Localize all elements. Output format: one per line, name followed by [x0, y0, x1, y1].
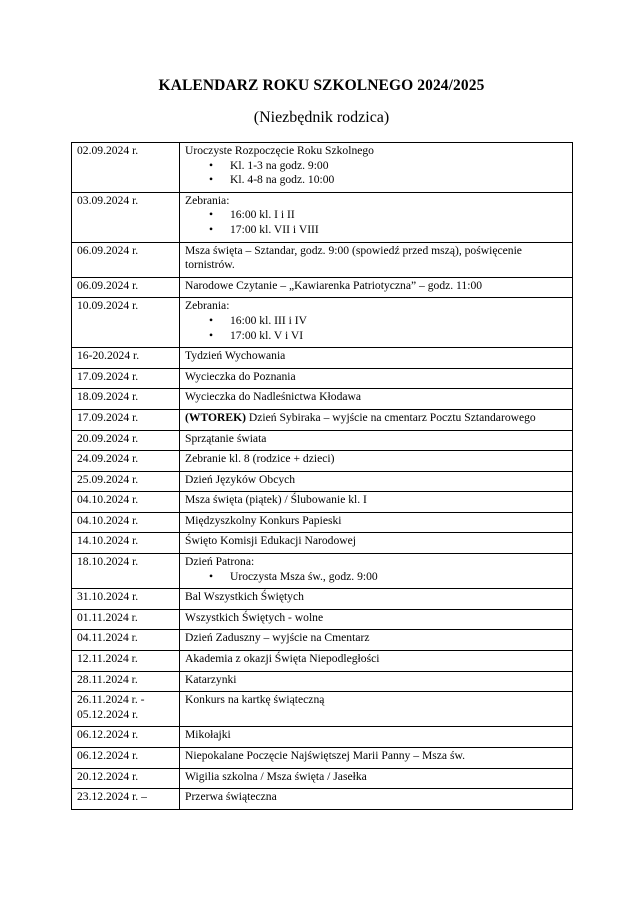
table-row [72, 298, 573, 348]
event-date: 20.09.2024 r. [72, 430, 180, 451]
event-text: Zebrania: [185, 299, 230, 313]
event-description [185, 555, 567, 570]
event-description [185, 473, 567, 488]
event-text: Wigilia szkolna / Msza święta / Jasełka [185, 769, 367, 783]
event-date: 02.09.2024 r. [72, 143, 180, 193]
event-cell [180, 630, 573, 651]
event-description [185, 728, 567, 743]
table-row [72, 389, 573, 410]
event-text: Dzień Języków Obcych [185, 472, 296, 486]
event-description [185, 452, 567, 467]
event-text: Narodowe Czytanie – „Kawiarenka Patriotyczna” – godz. 11:00 [185, 278, 483, 292]
table-row [72, 471, 573, 492]
event-cell [180, 143, 573, 193]
event-cell [180, 533, 573, 554]
event-text: Międzyszkolny Konkurs Papieski [185, 513, 342, 527]
event-text: Zebranie kl. 8 (rodzice + dzieci) [185, 452, 335, 466]
event-date: 06.09.2024 r. [72, 242, 180, 277]
event-date: 04.11.2024 r. [72, 630, 180, 651]
event-text: Uroczyste Rozpoczęcie Roku Szkolnego [185, 144, 374, 157]
event-cell [180, 348, 573, 369]
event-detail-item: • Uroczysta Msza św., godz. 9:00 [230, 570, 567, 585]
table-row [72, 192, 573, 242]
event-text: Święto Komisji Edukacji Narodowej [185, 534, 356, 548]
table-row [72, 242, 573, 277]
event-date: 14.10.2024 r. [72, 533, 180, 554]
event-date: 20.12.2024 r. [72, 768, 180, 789]
event-cell [180, 554, 573, 589]
event-date: 31.10.2024 r. [72, 589, 180, 610]
event-description [185, 652, 567, 667]
event-cell [180, 277, 573, 298]
event-date: 16-20.2024 r. [72, 348, 180, 369]
event-description [185, 631, 567, 646]
event-description [185, 244, 567, 273]
event-date: 24.09.2024 r. [72, 451, 180, 472]
document-subtitle: (Niezbędnik rodzica) [253, 109, 390, 126]
event-date: 26.11.2024 r. - 05.12.2024 r. [72, 692, 180, 727]
calendar-table [71, 142, 573, 810]
event-text: Msza święta – Sztandar, godz. 9:00 (spowiedź przed mszą), poświęcenie tornistrów. [185, 243, 522, 272]
event-date: 01.11.2024 r. [72, 609, 180, 630]
event-date: 18.10.2024 r. [72, 554, 180, 589]
event-cell [180, 409, 573, 430]
event-date: 12.11.2024 r. [72, 651, 180, 672]
event-description [185, 749, 567, 764]
table-row [72, 748, 573, 769]
event-detail-item: • 17:00 kl. VII i VIII [230, 223, 567, 238]
event-detail-item: • 16:00 kl. III i IV [230, 314, 567, 329]
table-row [72, 789, 573, 810]
event-cell [180, 242, 573, 277]
event-description [185, 534, 567, 549]
event-date: 06.12.2024 r. [72, 748, 180, 769]
table-row [72, 768, 573, 789]
event-text: Mikołajki [185, 728, 231, 742]
event-cell [180, 671, 573, 692]
table-row [72, 348, 573, 369]
event-text: Katarzynki [185, 672, 237, 686]
event-description [185, 349, 567, 364]
event-description [185, 590, 567, 605]
event-date: 04.10.2024 r. [72, 492, 180, 513]
event-description [185, 299, 567, 314]
table-row [72, 368, 573, 389]
table-row [72, 554, 573, 589]
event-cell [180, 512, 573, 533]
event-text: Akademia z okazji Święta Niepodległości [185, 652, 380, 666]
table-row [72, 651, 573, 672]
event-text: Konkurs na kartkę świąteczną [185, 693, 325, 707]
event-description [185, 370, 567, 385]
event-text: Wszystkich Świętych - wolne [185, 610, 324, 624]
event-cell [180, 692, 573, 727]
event-text: Msza święta (piątek) / Ślubowanie kl. I [185, 493, 367, 507]
event-cell [180, 651, 573, 672]
event-description [185, 611, 567, 626]
event-description [185, 194, 567, 209]
event-text: Przerwa świąteczna [185, 790, 277, 804]
event-cell [180, 727, 573, 748]
event-cell [180, 789, 573, 810]
event-description [185, 493, 567, 508]
event-date: 25.09.2024 r. [72, 471, 180, 492]
event-text: Tydzień Wychowania [185, 349, 286, 363]
event-cell [180, 471, 573, 492]
event-description [185, 144, 567, 159]
event-detail-item: • 16:00 kl. I i II [230, 208, 567, 223]
event-cell [180, 609, 573, 630]
event-detail-item: • Kl. 4-8 na godz. 10:00 [230, 173, 567, 188]
table-row [72, 589, 573, 610]
event-details-list [185, 570, 567, 585]
table-row [72, 409, 573, 430]
event-date: 17.09.2024 r. [72, 409, 180, 430]
table-row [72, 630, 573, 651]
event-text: Dzień Zaduszny – wyjście na Cmentarz [185, 631, 370, 645]
table-row [72, 277, 573, 298]
event-date: 03.09.2024 r. [72, 192, 180, 242]
table-row [72, 692, 573, 727]
event-date: 23.12.2024 r. – [72, 789, 180, 810]
event-date: 28.11.2024 r. [72, 671, 180, 692]
table-row [72, 512, 573, 533]
event-date: 06.09.2024 r. [72, 277, 180, 298]
event-date: 06.12.2024 r. [72, 727, 180, 748]
event-text: Sprzątanie świata [185, 431, 267, 445]
event-cell [180, 492, 573, 513]
event-date: 17.09.2024 r. [72, 368, 180, 389]
table-row [72, 533, 573, 554]
document-title: KALENDARZ ROKU SZKOLNEGO 2024/2025 [158, 77, 485, 94]
event-cell [180, 368, 573, 389]
table-row [72, 451, 573, 472]
event-description [185, 693, 567, 708]
event-description [185, 673, 567, 688]
event-text: Dzień Patrona: [185, 555, 255, 569]
event-description [185, 790, 567, 805]
event-cell [180, 451, 573, 472]
event-text: Bal Wszystkich Świętych [185, 590, 304, 604]
event-description [185, 279, 567, 294]
event-cell [180, 389, 573, 410]
event-text: Zebrania: [185, 193, 230, 207]
event-description [185, 514, 567, 529]
event-description [185, 411, 567, 426]
table-row [72, 671, 573, 692]
event-cell [180, 192, 573, 242]
event-cell [180, 748, 573, 769]
event-date: 10.09.2024 r. [72, 298, 180, 348]
event-date: 04.10.2024 r. [72, 512, 180, 533]
event-description [185, 770, 567, 785]
event-text: Dzień Sybiraka – wyjście na cmentarz Pocztu Sztandarowego [245, 410, 536, 424]
event-cell [180, 298, 573, 348]
event-text: Wycieczka do Poznania [185, 369, 296, 383]
table-row [72, 492, 573, 513]
event-detail-item: • 17:00 kl. V i VI [230, 329, 567, 344]
event-details-list [185, 159, 567, 188]
calendar-table-body [72, 143, 573, 810]
event-text: Wycieczka do Nadleśnictwa Kłodawa [185, 390, 362, 404]
event-highlight: (WTOREK) [185, 410, 246, 424]
table-row [72, 727, 573, 748]
table-row [72, 609, 573, 630]
event-description [185, 432, 567, 447]
event-date: 18.09.2024 r. [72, 389, 180, 410]
event-cell [180, 589, 573, 610]
event-details-list [185, 314, 567, 343]
event-detail-item: • Kl. 1-3 na godz. 9:00 [230, 159, 567, 174]
table-row [72, 143, 573, 193]
event-cell [180, 430, 573, 451]
event-description [185, 390, 567, 405]
event-text: Niepokalane Poczęcie Najświętszej Marii Panny – Msza św. [185, 749, 465, 762]
event-details-list [185, 208, 567, 237]
table-row [72, 430, 573, 451]
event-cell [180, 768, 573, 789]
